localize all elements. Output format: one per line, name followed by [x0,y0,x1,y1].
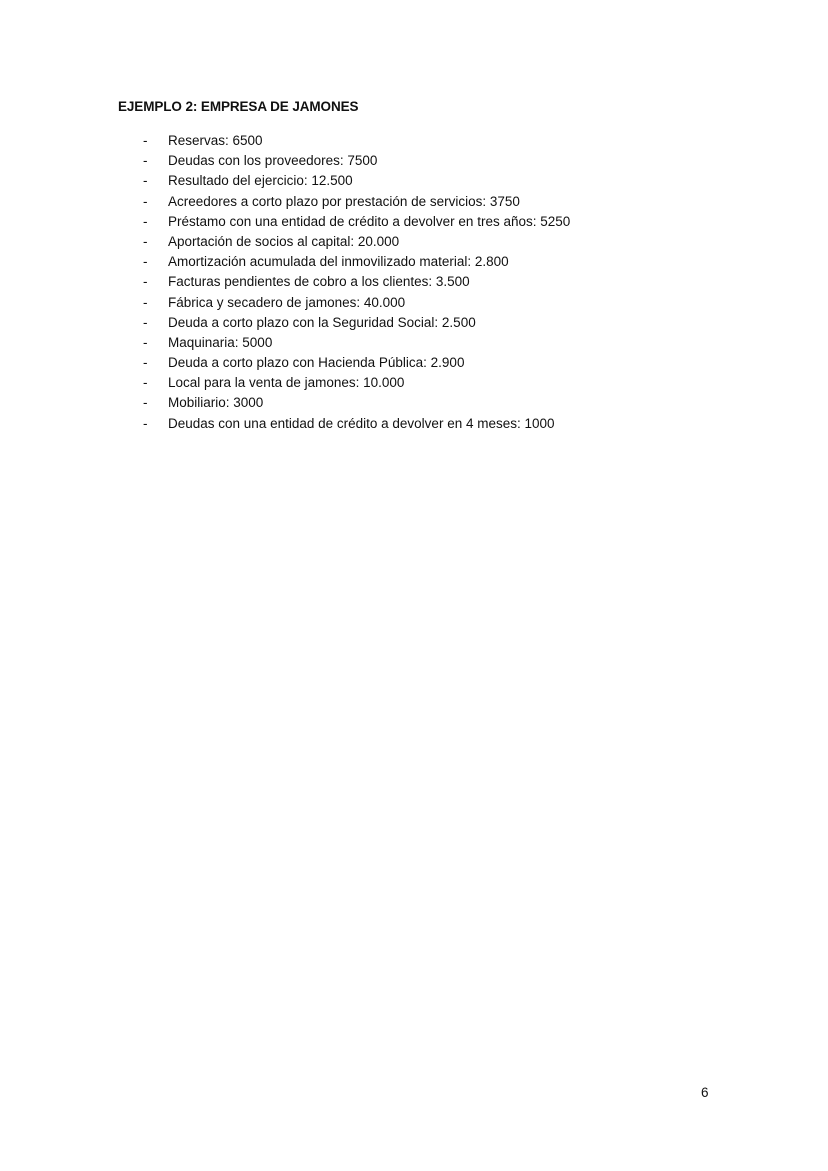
list-item-text: Resultado del ejercicio: 12.500 [168,173,353,189]
list-item [143,232,570,252]
list-item-text: Local para la venta de jamones: 10.000 [168,375,405,391]
list-item [143,272,570,292]
bullet-dash: - [143,233,148,249]
list-item-text: Fábrica y secadero de jamones: 40.000 [168,294,406,310]
bullet-dash: - [143,314,148,330]
bullet-dash: - [143,355,148,371]
list-item-text: Aportación de socios al capital: 20.000 [168,233,400,249]
list-item-text: Deudas con una entidad de crédito a devolver en 4 meses: 1000 [168,415,555,431]
bullet-dash: - [143,375,148,391]
list-item [143,131,570,151]
bullet-dash: - [143,193,148,209]
list-item-text: Reservas: 6500 [168,133,263,148]
list-item-text: Deudas con los proveedores: 7500 [168,153,378,169]
list-item-text: Facturas pendientes de cobro a los clientes: 3.500 [168,274,470,290]
list-item [143,333,570,353]
bullet-dash: - [143,415,148,431]
bullet-dash: - [143,334,148,350]
list-item-text: Mobiliario: 3000 [168,395,264,411]
list-item-text: Amortización acumulada del inmovilizado material: 2.800 [168,254,509,270]
item-list [143,131,570,434]
page-number: 6 [701,1085,709,1100]
list-item-text: Acreedores a corto plazo por prestación de servicios: 3750 [168,193,520,209]
bullet-dash: - [143,395,148,411]
list-item [143,171,570,191]
list-item [143,252,570,272]
bullet-dash: - [143,294,148,310]
list-item-text: Deuda a corto plazo con la Seguridad Social: 2.500 [168,314,476,330]
bullet-dash: - [143,173,148,189]
list-item [143,192,570,212]
list-item-text: Deuda a corto plazo con Hacienda Pública: 2.900 [168,355,465,371]
bullet-dash: - [143,274,148,290]
list-item [143,293,570,313]
list-item [143,151,570,171]
list-item [143,414,570,434]
list-item [143,353,570,373]
list-item-text: Préstamo con una entidad de crédito a devolver en tres años: 5250 [168,213,571,229]
bullet-dash: - [143,133,148,148]
list-item [143,313,570,333]
bullet-dash: - [143,213,148,229]
bullet-dash: - [143,254,148,270]
list-item [143,373,570,393]
bullet-dash: - [143,153,148,169]
list-item [143,393,570,413]
list-item [143,212,570,232]
section-heading: EJEMPLO 2: EMPRESA DE JAMONES [118,99,359,114]
list-item-text: Maquinaria: 5000 [168,334,273,350]
